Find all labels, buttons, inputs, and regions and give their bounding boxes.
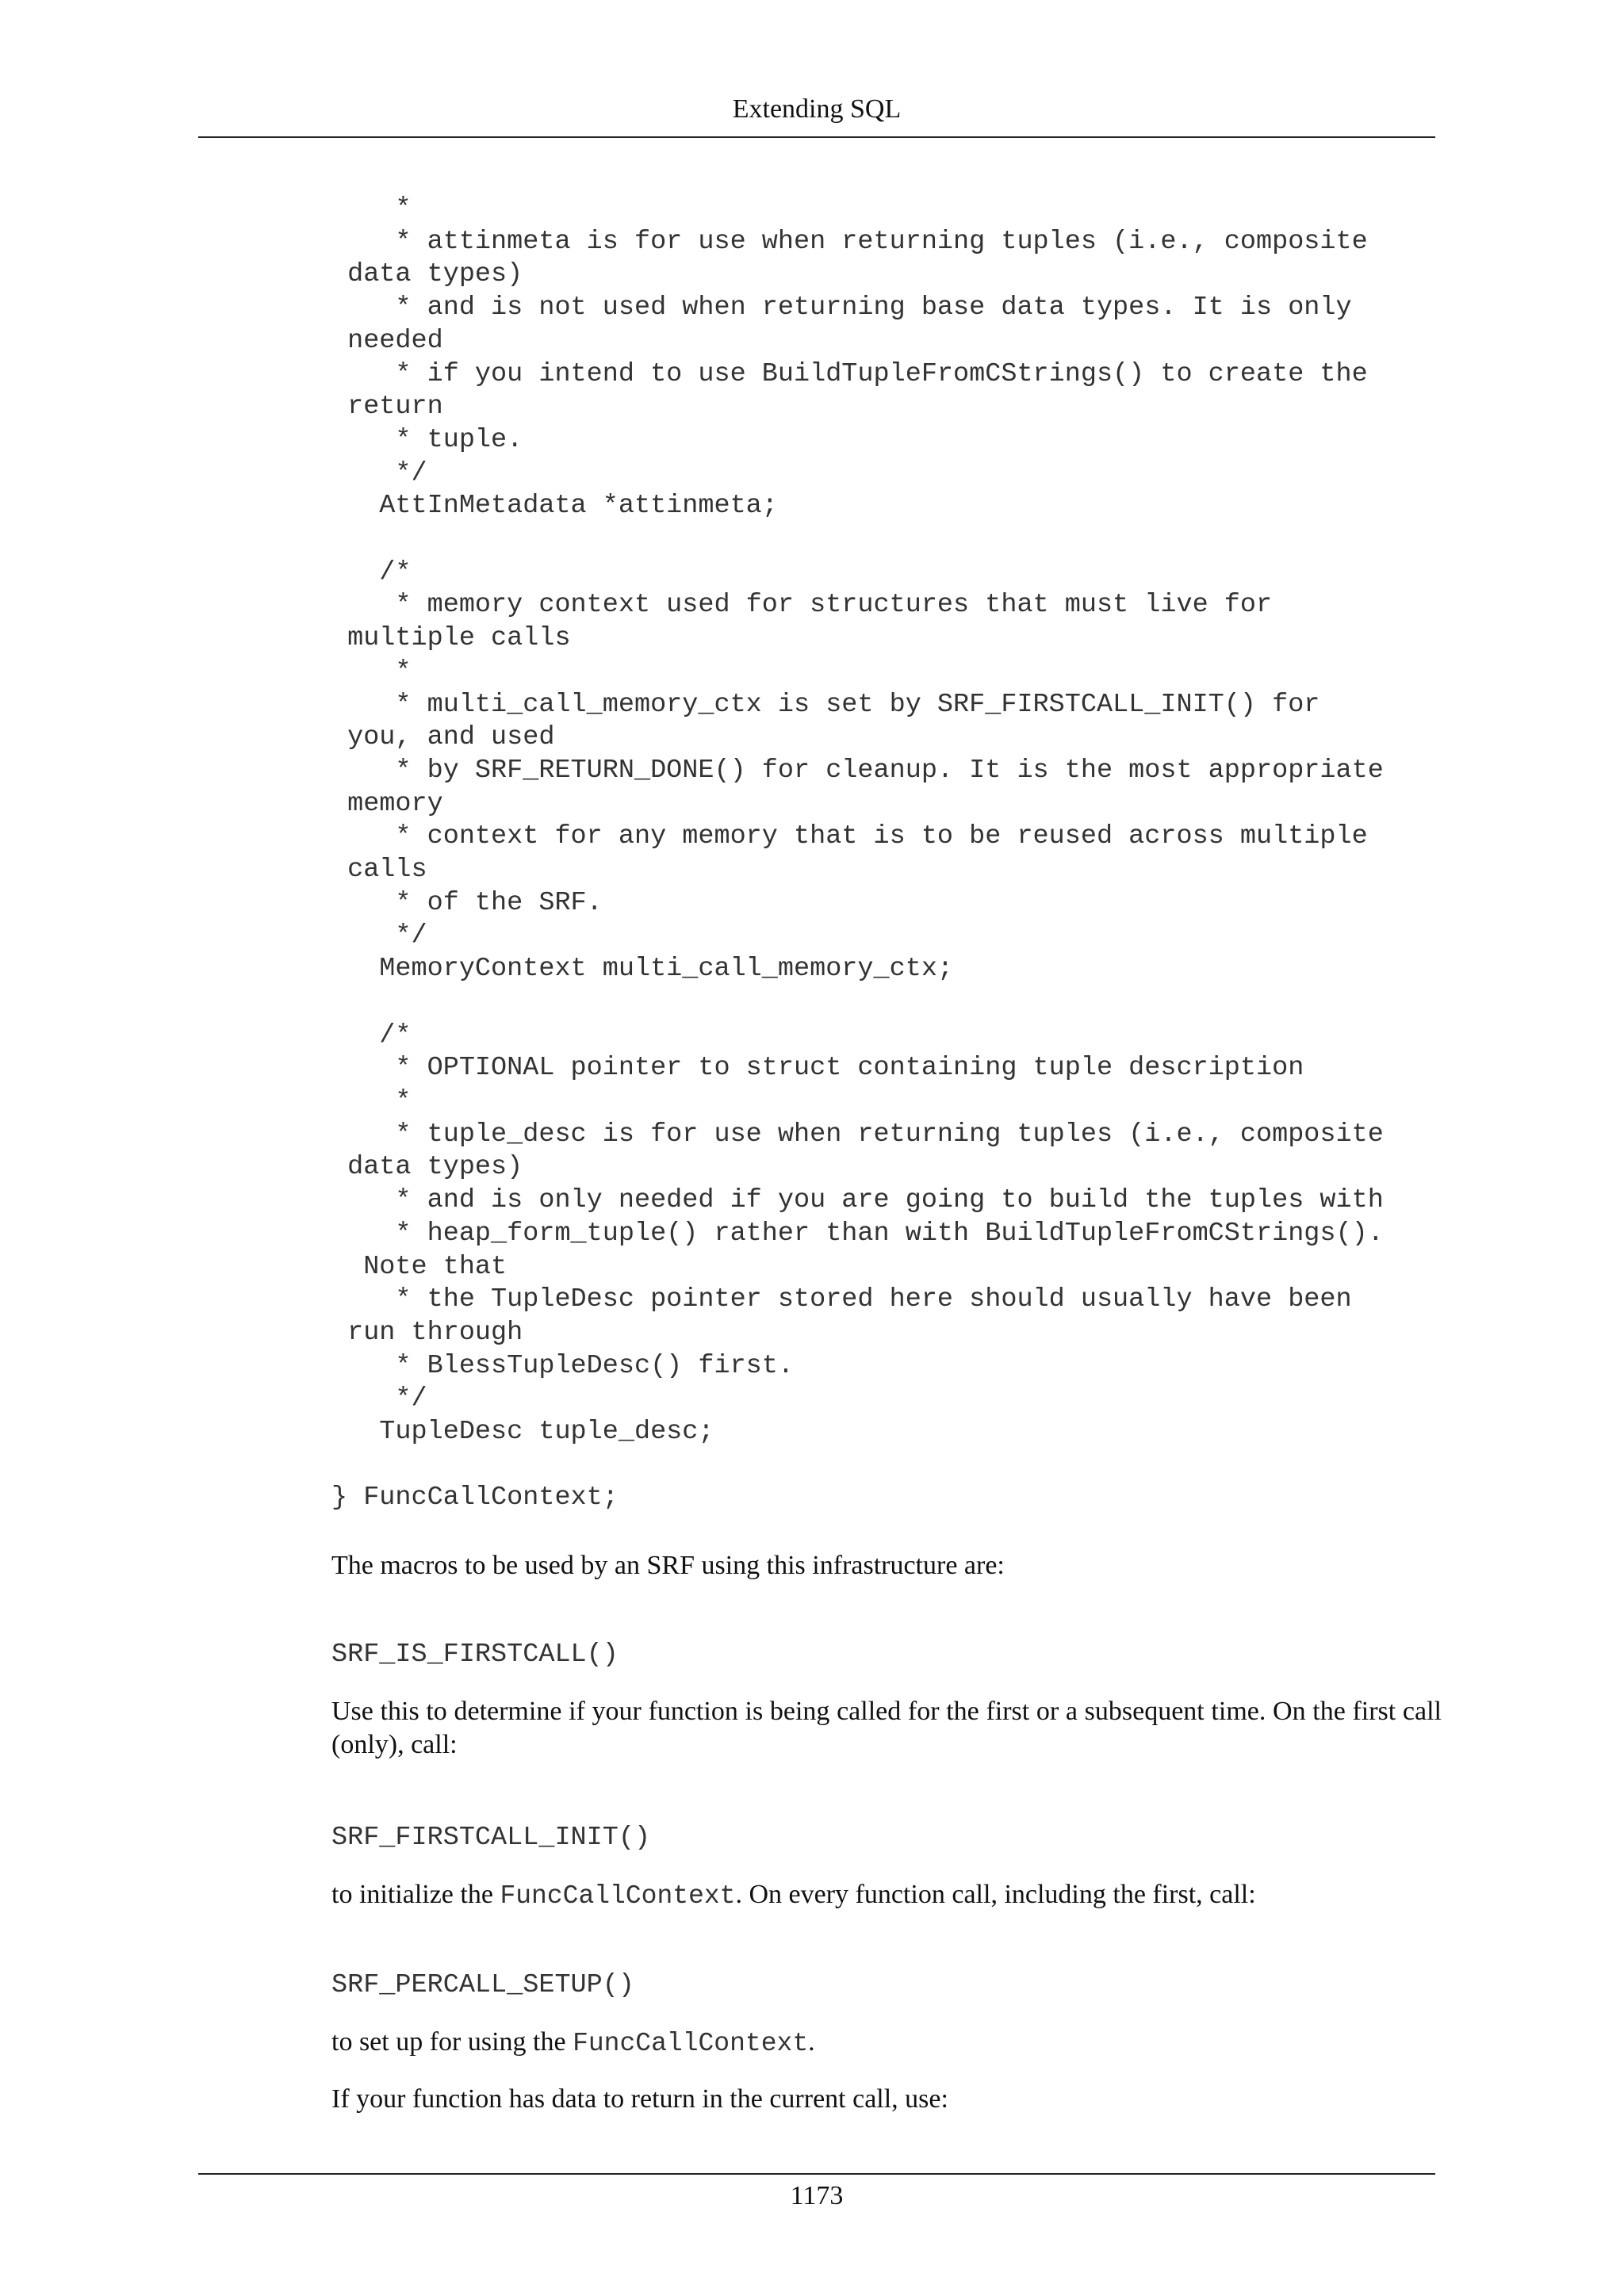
paragraph-set-up-text-end: . bbox=[808, 2027, 815, 2057]
paragraph-data-to-return: If your function has data to return in the current call, use: bbox=[331, 2084, 948, 2114]
page-number: 1173 bbox=[790, 2181, 844, 2210]
page-header: Extending SQL bbox=[732, 94, 902, 124]
inline-code-funccallcontext-2: FuncCallContext bbox=[573, 2029, 809, 2058]
code-srf-is-firstcall: SRF_IS_FIRSTCALL() bbox=[331, 1640, 619, 1670]
paragraph-initialize-text-start: to initialize the bbox=[331, 1880, 500, 1909]
paragraph-first-call: Use this to determine if your function is being called for the first or a subsequent time. On the first call (only), call: bbox=[331, 1697, 1442, 1759]
paragraph-initialize bbox=[331, 1878, 1442, 1913]
paragraph-set-up-text-start: to set up for using the bbox=[331, 2027, 573, 2057]
inline-code-funccallcontext: FuncCallContext bbox=[500, 1881, 736, 1911]
paragraph-set-up bbox=[331, 2026, 1442, 2061]
header-rule bbox=[198, 136, 1435, 138]
struct-code-listing: * * attinmeta is for use when returning tuples (i.e., composite data types) * and is not used when returning base data types. It is only needed * if you intend to use BuildTupleFromCStrings() to create the return * tuple. */ AttInMetadata *attinmeta; /* * memory context used for structures that must live for multiple calls * * multi_call_memory_ctx is set by SRF_FIRSTCALL_INIT() for you, and used * by SRF_RETURN_DONE() for cleanup. It is the most appropriate memory * context for any memory that is to be reused across multiple calls * of the SRF. */ MemoryContext multi_call_memory_ctx; /* * OPTIONAL pointer to struct containing tuple description * * tuple_desc is for use when returning tuples (i.e., composite data types) * and is only needed if you are going to build the tuples with * heap_form_tuple() rather than with BuildTupleFromCStrings(). Note that * the TupleDesc pointer stored here should usually have been run through * BlessTupleDesc() first. */ TupleDesc tuple_desc; } FuncCallContext; bbox=[331, 193, 1384, 1513]
code-srf-firstcall-init: SRF_FIRSTCALL_INIT() bbox=[331, 1823, 651, 1853]
footer-rule bbox=[198, 2173, 1435, 2175]
paragraph-macros-intro: The macros to be used by an SRF using this infrastructure are: bbox=[331, 1551, 1005, 1580]
code-srf-percall-setup: SRF_PERCALL_SETUP() bbox=[331, 1970, 634, 2000]
paragraph-initialize-text-end: . On every function call, including the first, call: bbox=[735, 1880, 1256, 1909]
